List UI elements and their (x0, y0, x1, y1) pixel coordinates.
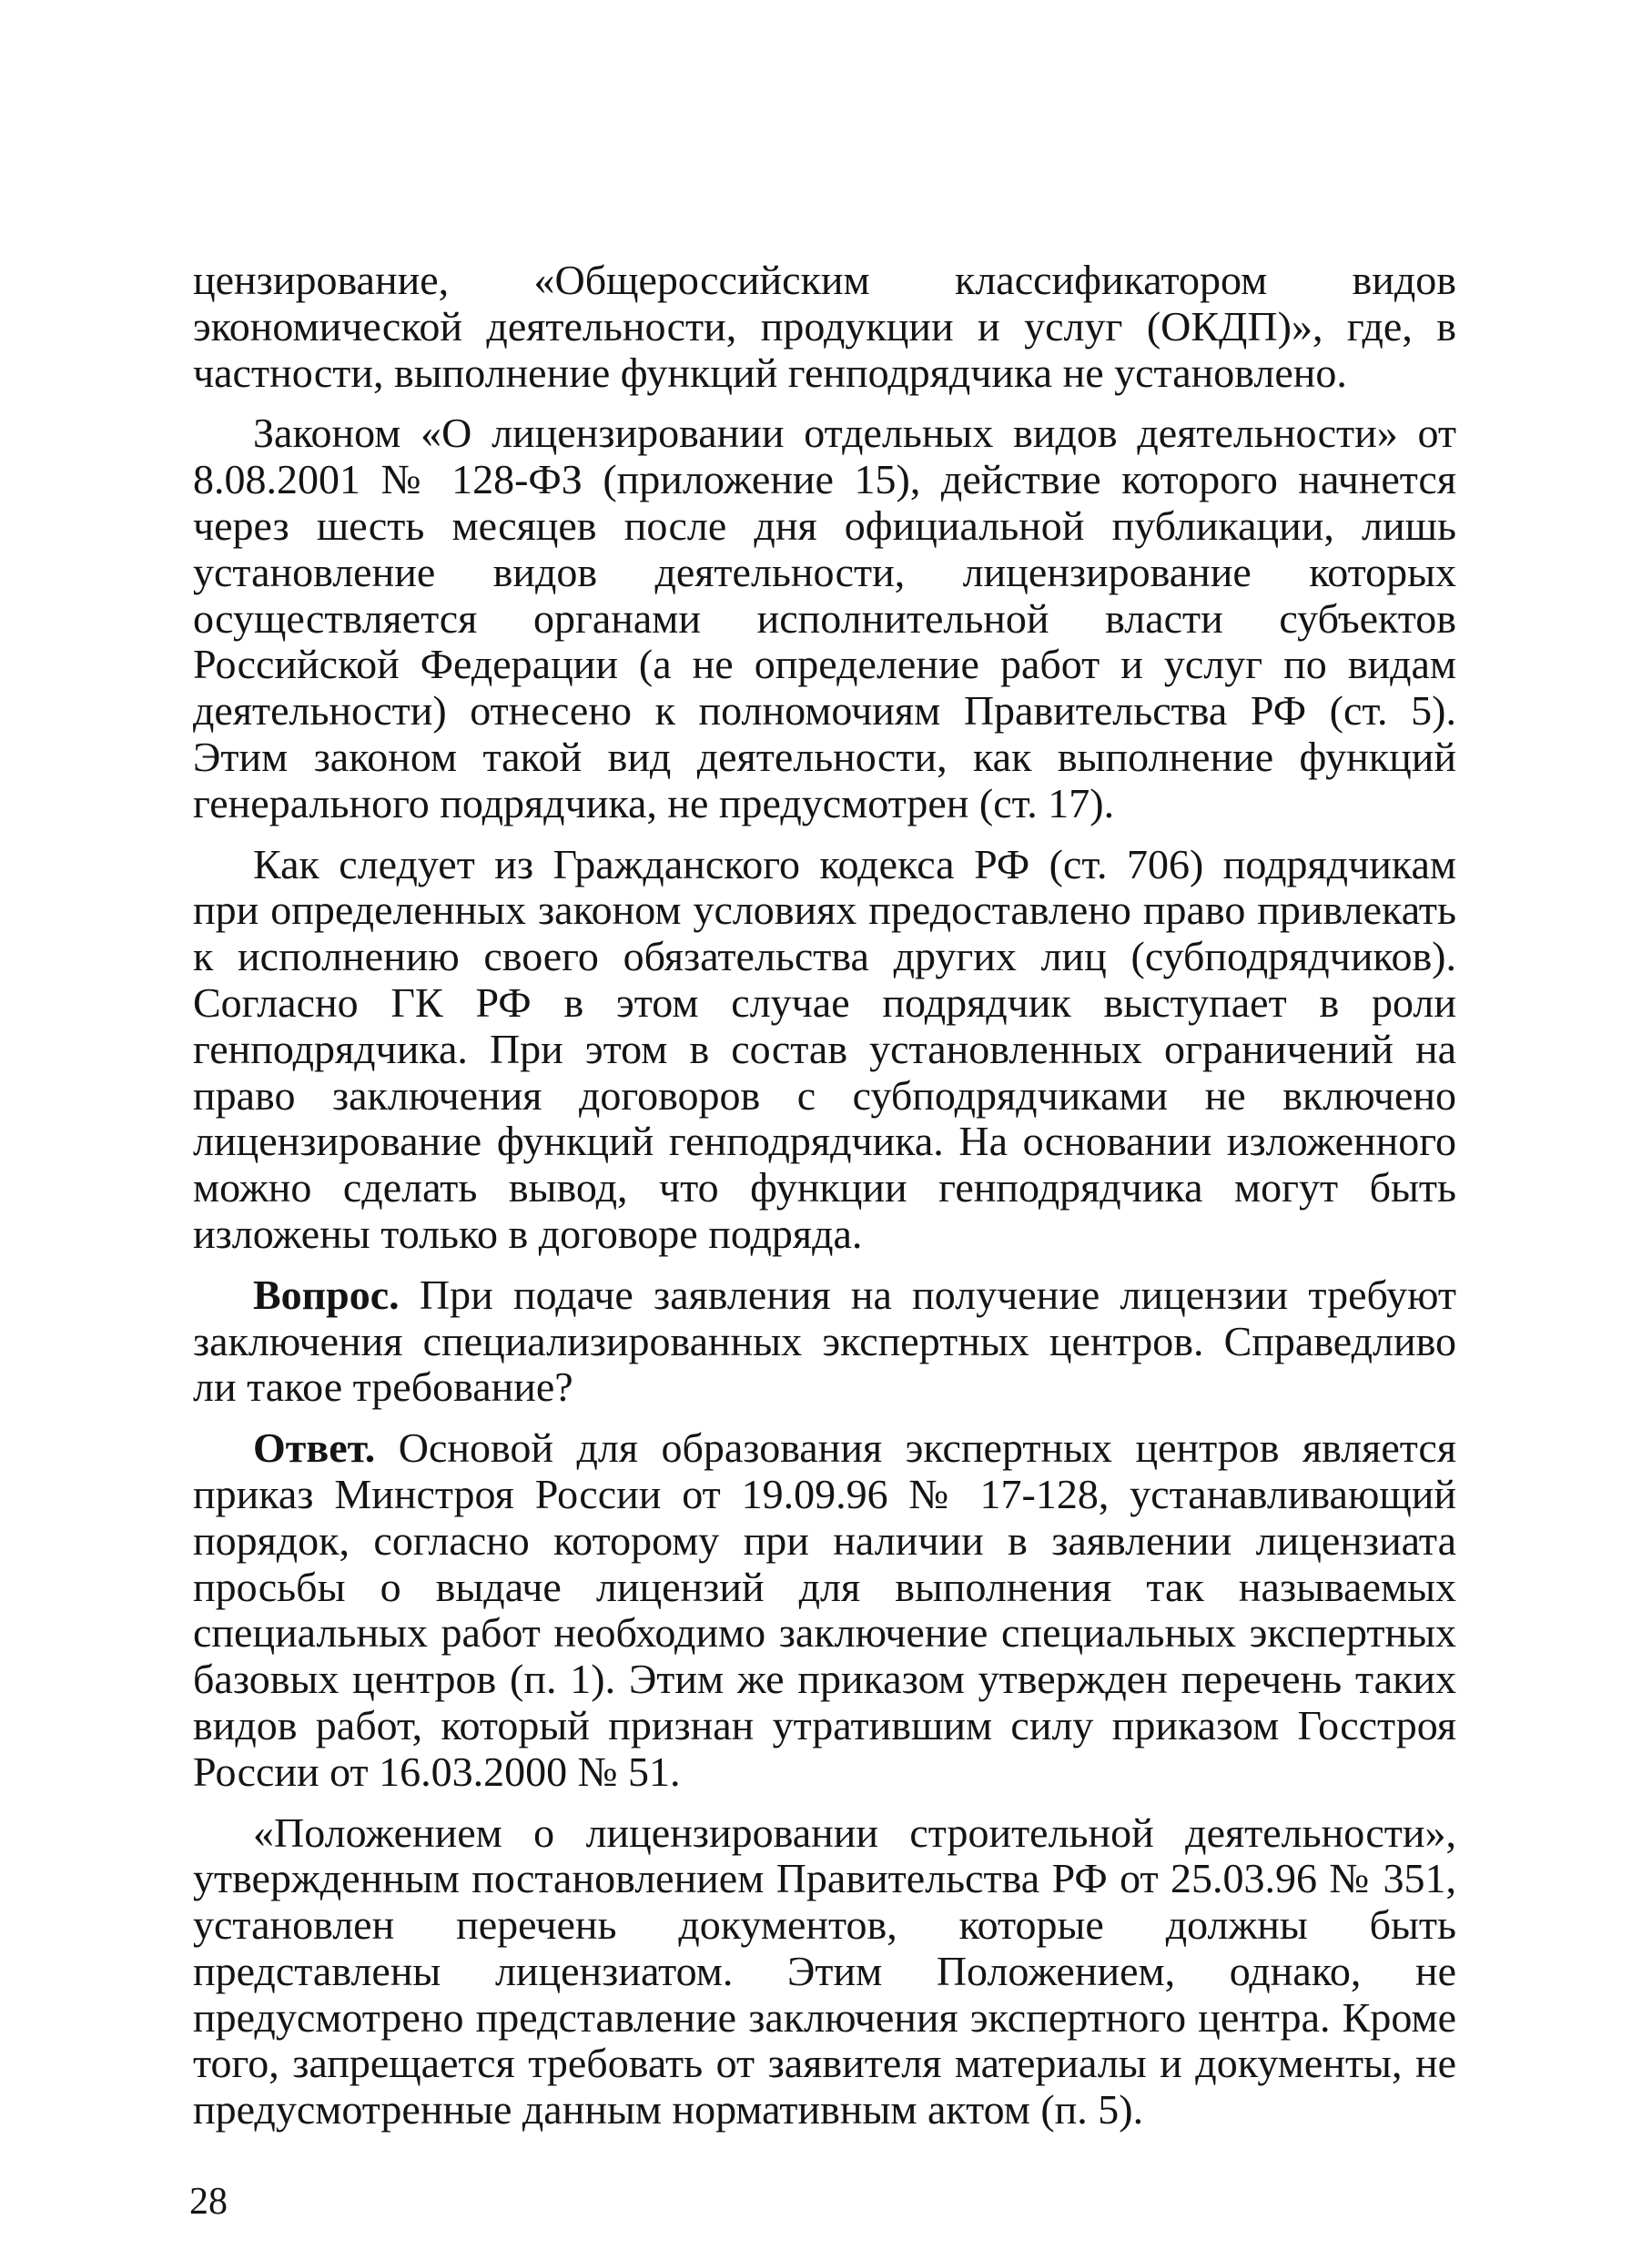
paragraph-question (193, 1272, 1456, 1411)
paragraph-text: Как следует из Гражданского кодекса РФ (ст. 706) подрядчикам при определенных законом условиях предоставлено право привлекать к исполнению своего обязательства других лиц (субподрядчиков). Согласно ГК РФ в этом случае подрядчик выступает в роли генподрядчика. При этом в состав установленных ограничений на право заключения договоров с субподрядчиками не включено лицензирование функций генподрядчика. На основании изложенного можно сделать вывод, что функции генподрядчика могут быть изложены только в договоре подряда. (193, 840, 1456, 1257)
paragraph-law-on-licensing (193, 410, 1456, 826)
paragraph-regulation (193, 1810, 1456, 2134)
paragraph-text: «Положением о лицензировании строительной деятельности», утвержденным постановлением Правительства РФ от 25.03.96 № 351, установлен перечень документов, которые должны быть представлены лицензиатом. Этим Положением, однако, не предусмотрено представление заключения экспертного центра. Кроме того, запрещается требовать от заявителя материалы и документы, не предусмотренные данным нормативным актом (п. 5). (193, 1809, 1456, 2133)
body-text (193, 258, 1456, 2133)
answer-label: Ответ. (253, 1424, 376, 1472)
paragraph-answer (193, 1425, 1456, 1795)
paragraph-civil-code (193, 842, 1456, 1258)
paragraph-continuation (193, 258, 1456, 396)
answer-text: Основой для образования экспертных центров является приказ Минстроя России от 19.09.96 № 17-128, устанавливающий порядок, согласно которому при наличии в заявлении лицензиата просьбы о выдаче лицензий для выполнения так называемых специальных работ необходимо заключение специальных экспертных базовых центров (п. 1). Этим же приказом утвержден перечень таких видов работ, который признан утратившим силу приказом Госстроя России от 16.03.2000 № 51. (193, 1424, 1457, 1795)
question-label: Вопрос. (253, 1271, 400, 1318)
paragraph-text: Законом «О лицензировании отдельных видов деятельности» от 8.08.2001 № 128-ФЗ (приложение 15), действие которого начнется через шесть месяцев после дня официальной публикации, лишь установление видов деятельности, лицензирование которых осуществляется органами исполнительной власти субъектов Российской Федерации (а не определение работ и услуг по видам деятельности) отнесено к полномочиям Правительства РФ (ст. 5). Этим законом такой вид деятельности, как выполнение функций генерального подрядчика, не предусмотрен (ст. 17). (193, 410, 1456, 826)
paragraph-text: цензирование, «Общероссийским классификатором видов экономической деятельности, продукции и услуг (ОКДП)», где, в частности, выполнение функций генподрядчика не установлено. (193, 257, 1456, 396)
question-text: При подаче заявления на получение лицензии требуют заключения специализированных экспертных центров. Справедливо ли такое требование? (193, 1271, 1456, 1411)
page-number: 28 (189, 2181, 228, 2223)
